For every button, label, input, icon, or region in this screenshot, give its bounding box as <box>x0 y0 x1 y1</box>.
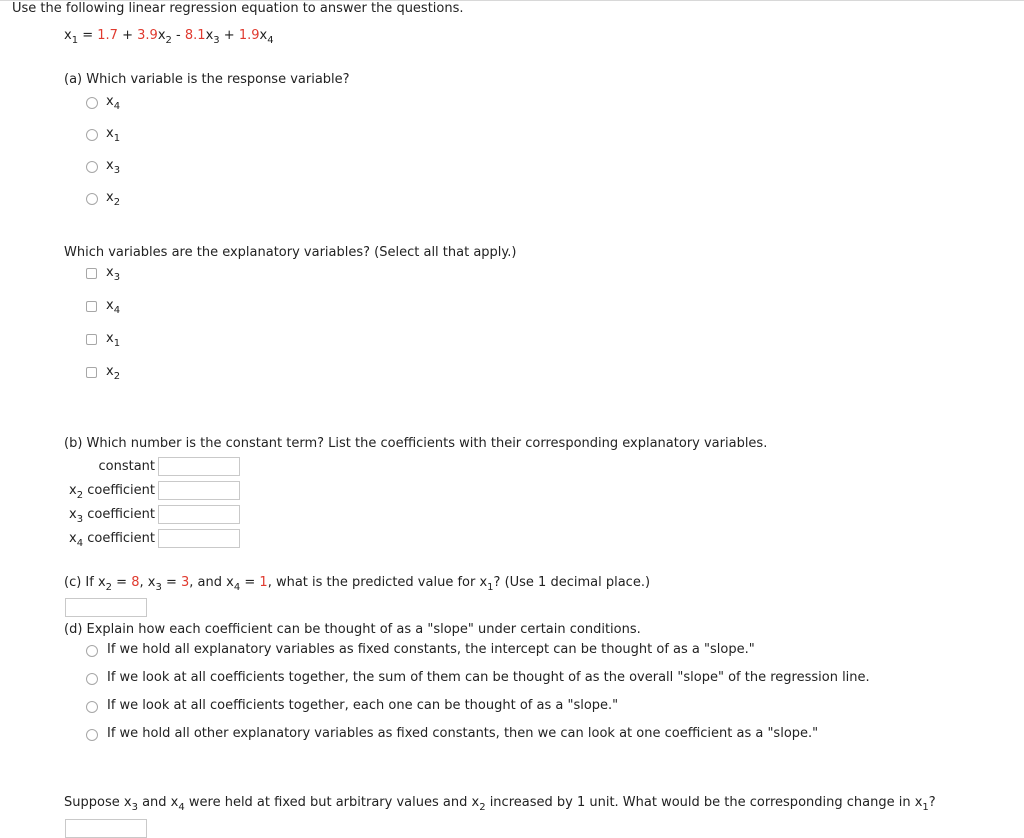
regression-equation: $x_1 = 1.7 + 3.9x_2 - 8.1x_3 + 1.9x_4$ <box>64 28 274 46</box>
x2-coefficient-input[interactable] <box>158 481 240 500</box>
intro-text: Use the following linear regression equation to answer the questions. <box>12 1 464 16</box>
response-option-radio[interactable] <box>86 193 98 205</box>
explanatory-option-checkbox[interactable] <box>86 301 97 312</box>
response-option-label: $x_1$ <box>106 126 121 144</box>
slope-option-radio[interactable] <box>86 729 98 741</box>
x2-coefficient-label: $x_2$ coefficient <box>69 483 155 501</box>
explanatory-option-label: $x_3$ <box>106 265 121 283</box>
x3-coefficient-label: $x_3$ coefficient <box>69 507 155 525</box>
x3-coefficient-input[interactable] <box>158 505 240 524</box>
x4-coefficient-label: $x_4$ coefficient <box>69 531 155 549</box>
change-in-x1-input[interactable] <box>65 819 147 838</box>
explanatory-option-checkbox[interactable] <box>86 268 97 279</box>
part-a-question: (a) Which variable is the response variable? <box>64 72 350 87</box>
slope-option-radio[interactable] <box>86 673 98 685</box>
response-option-radio[interactable] <box>86 129 98 141</box>
explanatory-option-label: $x_2$ <box>106 364 121 382</box>
response-option-radio[interactable] <box>86 97 98 109</box>
response-option-label: $x_2$ <box>106 190 121 208</box>
slope-option-label: If we look at all coefficients together, each one can be thought of as a "slope." <box>107 698 619 713</box>
part-d-question: (d) Explain how each coefficient can be thought of as a "slope" under certain conditions. <box>64 622 641 637</box>
constant-input[interactable] <box>158 457 240 476</box>
part-b-question: (b) Which number is the constant term? List the coefficients with their corresponding explanatory variables. <box>64 436 768 451</box>
coef-x2-value: 3.9 <box>137 28 158 43</box>
slope-option-radio[interactable] <box>86 645 98 657</box>
slope-option-label: If we look at all coefficients together, the sum of them can be thought of as the overall "slope" of the regression line. <box>107 670 870 685</box>
coef-x3-value: 8.1 <box>184 28 206 43</box>
explanatory-option-label: $x_4$ <box>106 298 121 316</box>
response-option-label: $x_3$ <box>106 158 121 176</box>
coef-x4-value: 1.9 <box>238 28 260 43</box>
constant-label: constant <box>98 459 155 474</box>
slope-option-label: If we hold all explanatory variables as fixed constants, the intercept can be thought of as a "slope." <box>107 642 755 657</box>
response-option-radio[interactable] <box>86 161 98 173</box>
explanatory-option-checkbox[interactable] <box>86 367 97 378</box>
explanatory-option-checkbox[interactable] <box>86 334 97 345</box>
slope-option-label: If we hold all other explanatory variables as fixed constants, then we can look at one coefficient as a "slope." <box>107 726 819 741</box>
part-c-question: (c) If $x_2 = 8$, $x_3 = 3$, and $x_4 = 1$, what is the predicted value for $x_1$? (Use 1 decimal place.) <box>64 575 651 593</box>
predicted-value-input[interactable] <box>65 598 147 617</box>
explanatory-question: Which variables are the explanatory variables? (Select all that apply.) <box>64 245 517 260</box>
intercept-value: 1.7 <box>97 28 118 43</box>
x4-coefficient-input[interactable] <box>158 529 240 548</box>
explanatory-option-label: $x_1$ <box>106 331 121 349</box>
response-option-label: $x_4$ <box>106 94 121 112</box>
suppose-question: Suppose $x_3$ and $x_4$ were held at fixed but arbitrary values and $x_2$ increased by 1 unit. What would be the corresponding change in $x_1$? <box>64 795 936 813</box>
slope-option-radio[interactable] <box>86 701 98 713</box>
